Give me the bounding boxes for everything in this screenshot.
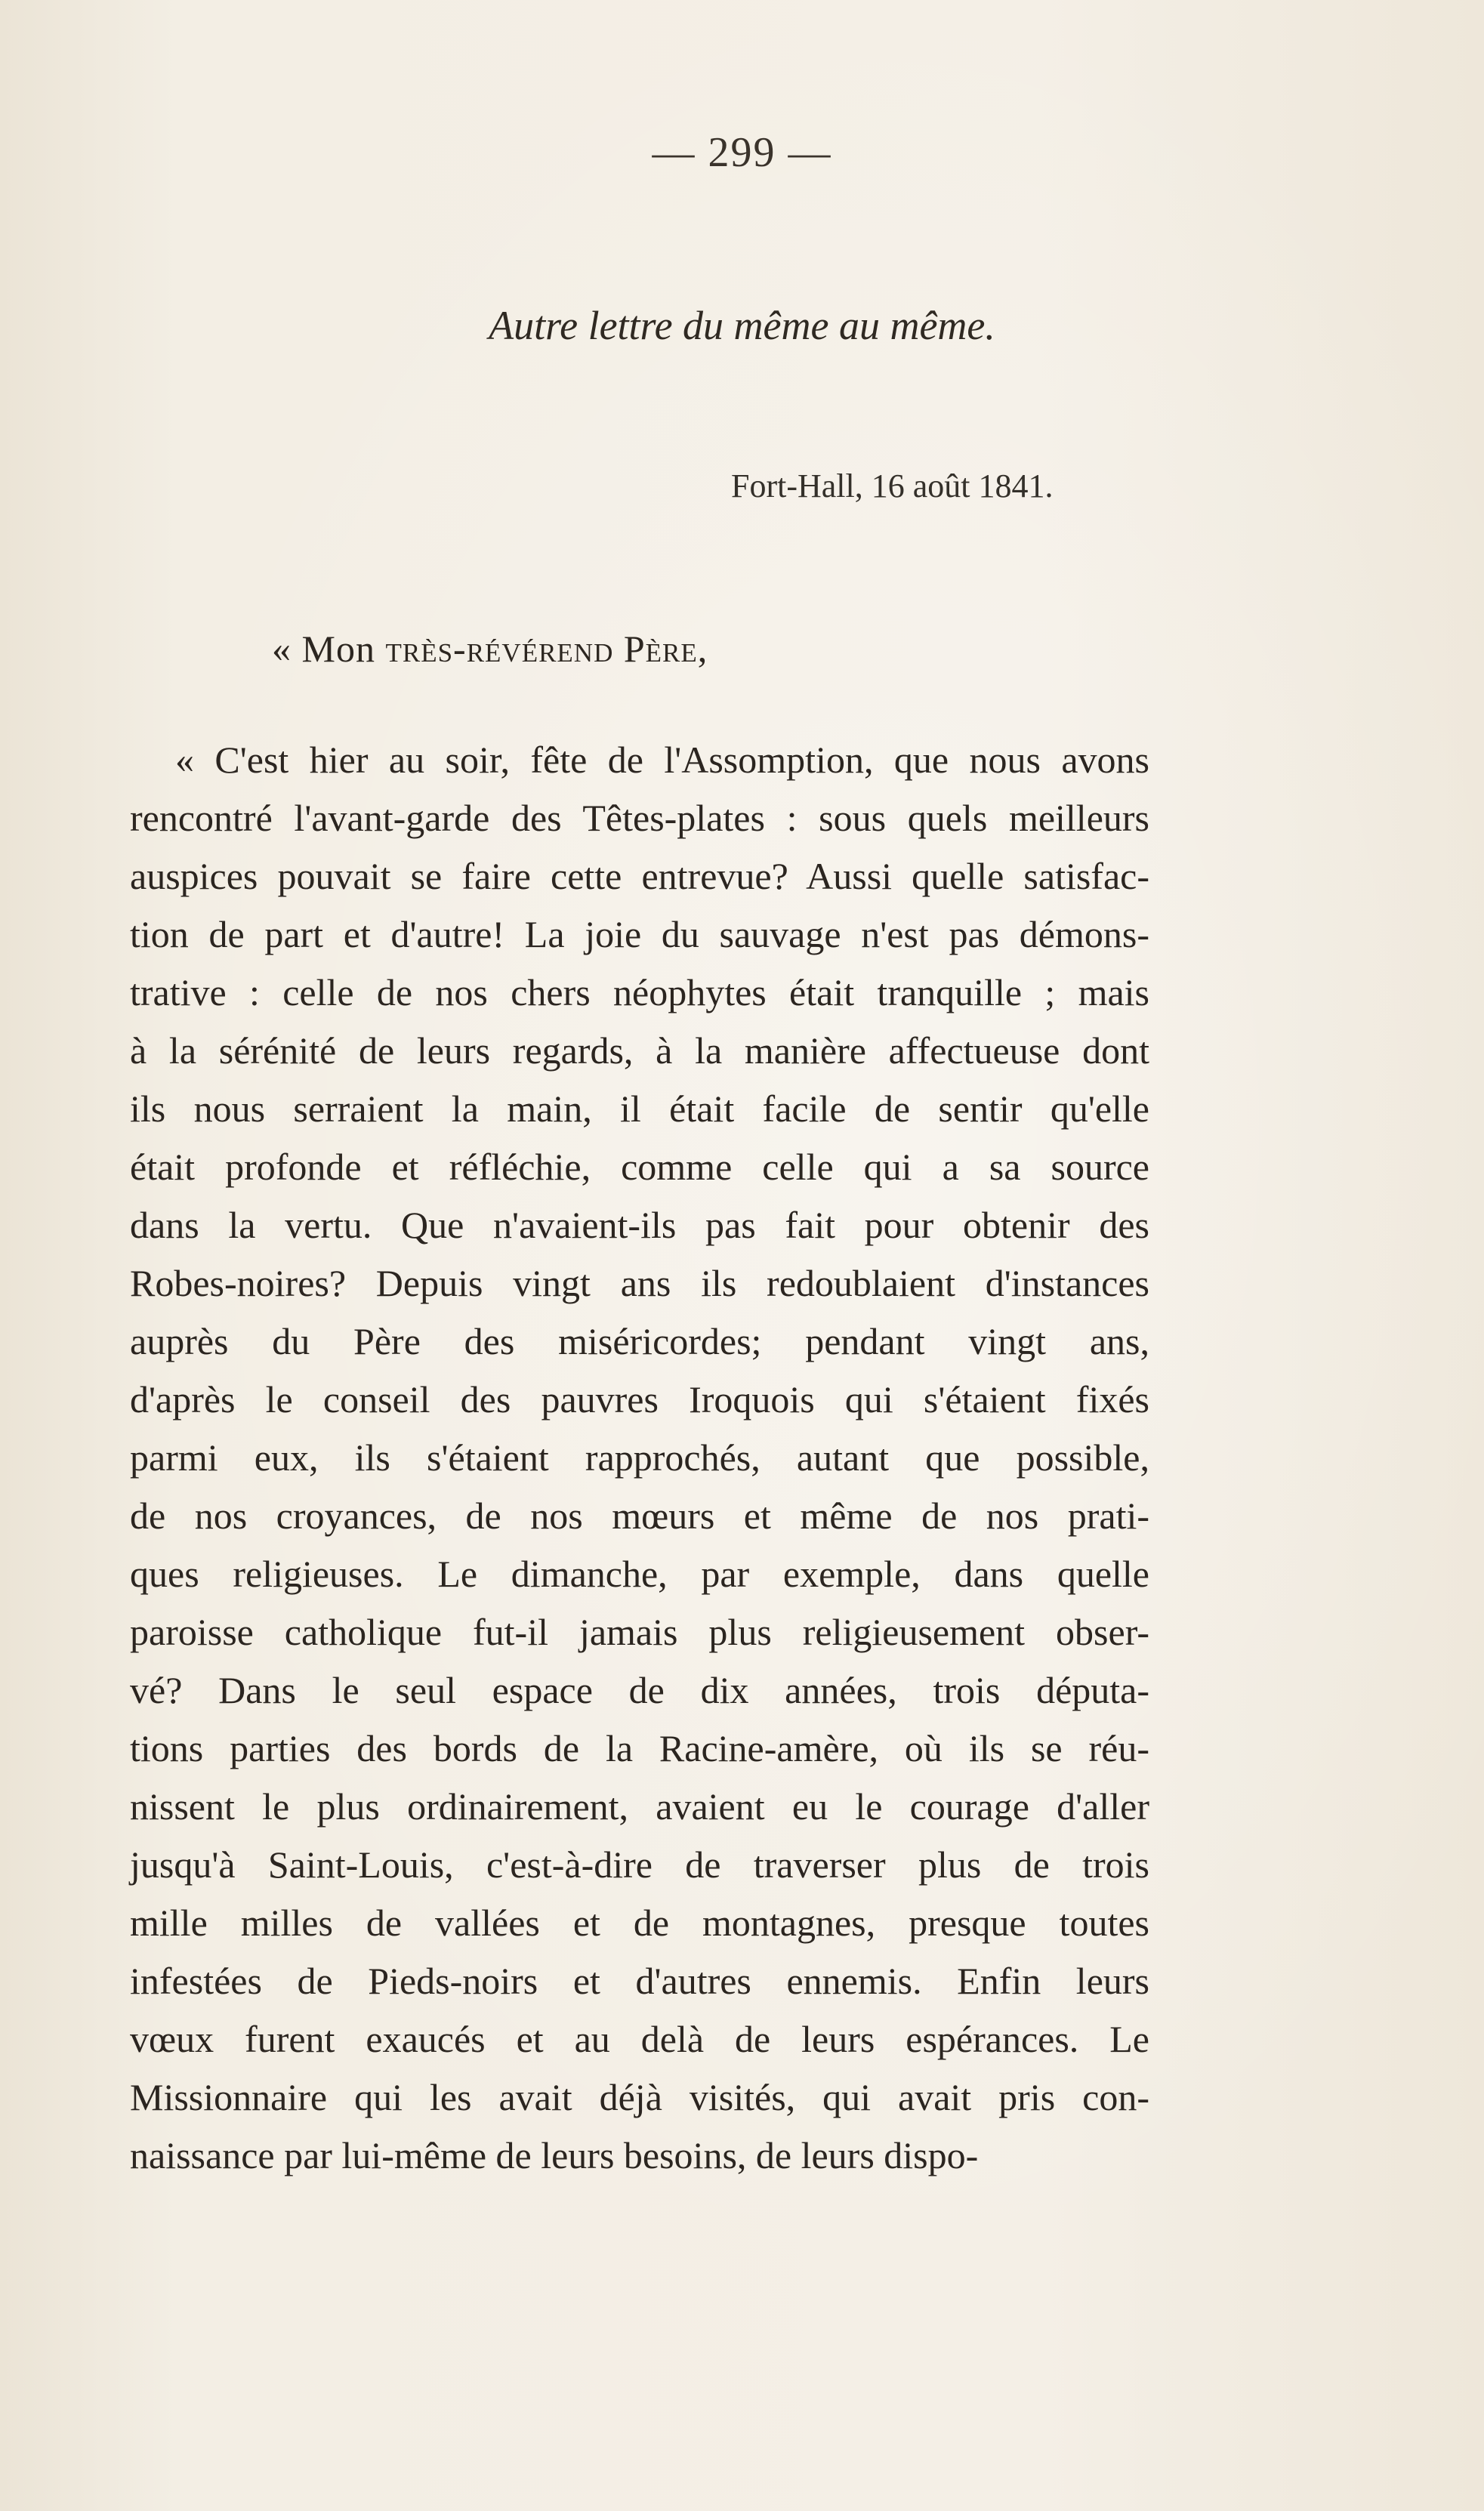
text-line: paroisse catholique fut-il jamais plus religieusement obser- [130, 1611, 1149, 1653]
salutation-rest: très-révérend Père, [385, 628, 708, 670]
body-text [130, 731, 1149, 2185]
text-line: ques religieuses. Le dimanche, par exemple, dans quelle [130, 1553, 1149, 1595]
text-line: jusqu'à Saint-Louis, c'est-à-dire de traverser plus de trois [130, 1843, 1149, 1886]
text-line: d'après le conseil des pauvres Iroquois qui s'étaient fixés [130, 1378, 1149, 1421]
text-line: vœux furent exaucés et au delà de leurs espérances. Le [130, 2018, 1149, 2060]
text-line: naissance par lui-même de leurs besoins, de leurs dispo- [130, 2134, 979, 2176]
salutation-open: « Mon [272, 628, 386, 670]
text-line: nissent le plus ordinairement, avaient eu le courage d'aller [130, 1785, 1149, 1828]
text-line: Robes-noires? Depuis vingt ans ils redoublaient d'instances [130, 1262, 1149, 1304]
text-line: tions parties des bords de la Racine-amère, où ils se réu- [130, 1727, 1149, 1769]
text-line: Missionnaire qui les avait déjà visités, qui avait pris con- [130, 2076, 1149, 2118]
text-line: « C'est hier au soir, fête de l'Assomption, que nous avons [175, 739, 1149, 781]
text-line: de nos croyances, de nos mœurs et même de nos prati- [130, 1495, 1149, 1537]
page-number: — 299 — [652, 129, 832, 176]
text-line: trative : celle de nos chers néophytes était tranquille ; mais [130, 971, 1149, 1013]
text-line: parmi eux, ils s'étaient rapprochés, autant que possible, [130, 1436, 1149, 1479]
text-line: vé? Dans le seul espace de dix années, trois députa- [130, 1669, 1149, 1711]
text-line: mille milles de vallées et de montagnes, presque toutes [130, 1902, 1149, 1944]
text-line: à la sérénité de leurs regards, à la manière affectueuse dont [130, 1029, 1149, 1072]
text-line: dans la vertu. Que n'avaient-ils pas fait pour obtenir des [130, 1204, 1149, 1246]
dateline: Fort-Hall, 16 août 1841. [731, 467, 1054, 504]
text-line: auprès du Père des miséricordes; pendant vingt ans, [130, 1320, 1149, 1362]
letter-heading: Autre lettre du même au même. [489, 303, 995, 348]
text-line: était profonde et réfléchie, comme celle qui a sa source [130, 1146, 1149, 1188]
text-line: rencontré l'avant-garde des Têtes-plates : sous quels meilleurs [130, 797, 1149, 839]
text-line: ils nous serraient la main, il était facile de sentir qu'elle [130, 1087, 1149, 1130]
salutation [272, 627, 708, 671]
text-line: auspices pouvait se faire cette entrevue? Aussi quelle satisfac- [130, 855, 1149, 897]
text-line: tion de part et d'autre! La joie du sauvage n'est pas démons- [130, 913, 1149, 955]
text-line: infestées de Pieds-noirs et d'autres ennemis. Enfin leurs [130, 1960, 1149, 2002]
